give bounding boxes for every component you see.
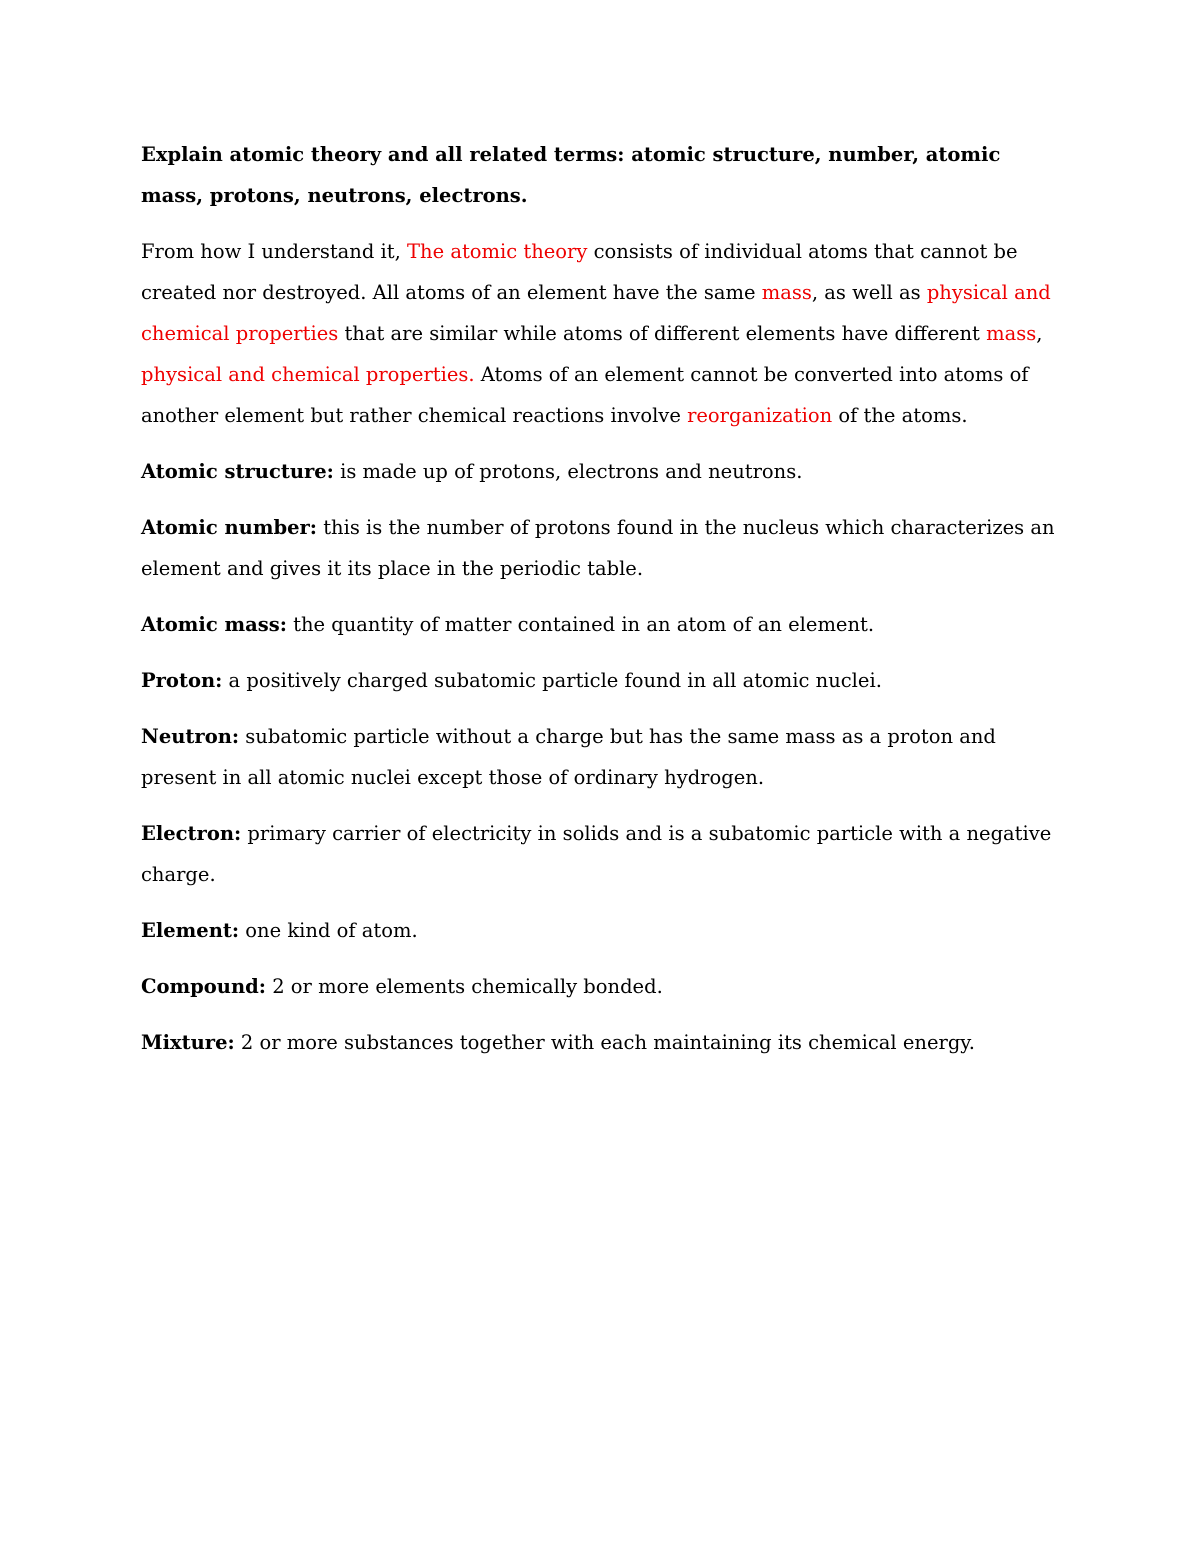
- highlight-atomic-theory: The atomic theory: [407, 240, 588, 263]
- document-body: [141, 134, 1066, 1078]
- definition-term: Atomic mass:: [141, 613, 287, 636]
- definition-atomic-number: [141, 507, 1066, 589]
- definition-mixture: [141, 1022, 1066, 1063]
- highlight-mass-2: mass: [986, 322, 1037, 345]
- answer-text: ,: [1036, 322, 1043, 345]
- definition-term: Atomic number:: [141, 516, 318, 539]
- question-heading: Explain atomic theory and all related terms: atomic structure, number, atomic mass, protons, neutrons, electrons.: [141, 143, 1001, 207]
- highlight-mass: mass: [761, 281, 812, 304]
- highlight-reorganization: reorganization: [687, 404, 833, 427]
- definition-term: Proton:: [141, 669, 223, 692]
- answer-text: , as well as: [811, 281, 927, 304]
- answer-text: Atoms of an element cannot be converted into atoms of another element but rather chemical reactions involve: [141, 363, 1029, 427]
- definition-text: 2 or more substances together with each maintaining its chemical energy.: [234, 1031, 975, 1054]
- definition-term: Element:: [141, 919, 240, 942]
- definition-electron: [141, 813, 1066, 895]
- answer-text: consists of individual atoms that cannot be created nor destroyed. All atoms of an element have the same: [141, 240, 1018, 304]
- answer-text: From how I understand it,: [141, 240, 408, 263]
- definition-text: is made up of protons, electrons and neutrons.: [333, 460, 803, 483]
- definition-compound: [141, 966, 1066, 1007]
- definition-text: 2 or more elements chemically bonded.: [266, 975, 663, 998]
- answer-text: of the atoms.: [832, 404, 968, 427]
- definition-text: primary carrier of electricity in solids and is a subatomic particle with a negative charge.: [141, 822, 1052, 886]
- definition-term: Mixture:: [141, 1031, 235, 1054]
- definition-term: Atomic structure:: [141, 460, 334, 483]
- definition-text: subatomic particle without a charge but has the same mass as a proton and present in all atomic nuclei except those of ordinary hydrogen.: [141, 725, 996, 789]
- definition-atomic-structure: [141, 451, 1066, 492]
- definition-text: this is the number of protons found in the nucleus which characterizes an element and gives it its place in the periodic table.: [141, 516, 1055, 580]
- definition-term: Electron:: [141, 822, 242, 845]
- definition-term: Compound:: [141, 975, 266, 998]
- definition-term: Neutron:: [141, 725, 240, 748]
- definition-element: [141, 910, 1066, 951]
- definition-proton: [141, 660, 1066, 701]
- definition-atomic-mass: [141, 604, 1066, 645]
- definition-text: the quantity of matter contained in an atom of an element.: [286, 613, 875, 636]
- highlight-properties: physical and chemical properties: [141, 281, 1051, 345]
- answer-paragraph: [141, 231, 1066, 436]
- definition-text: a positively charged subatomic particle found in all atomic nuclei.: [222, 669, 882, 692]
- highlight-properties-2: physical and chemical properties.: [141, 363, 475, 386]
- definition-text: one kind of atom.: [239, 919, 418, 942]
- answer-text: that are similar while atoms of different elements have different: [338, 322, 987, 345]
- definition-neutron: [141, 716, 1066, 798]
